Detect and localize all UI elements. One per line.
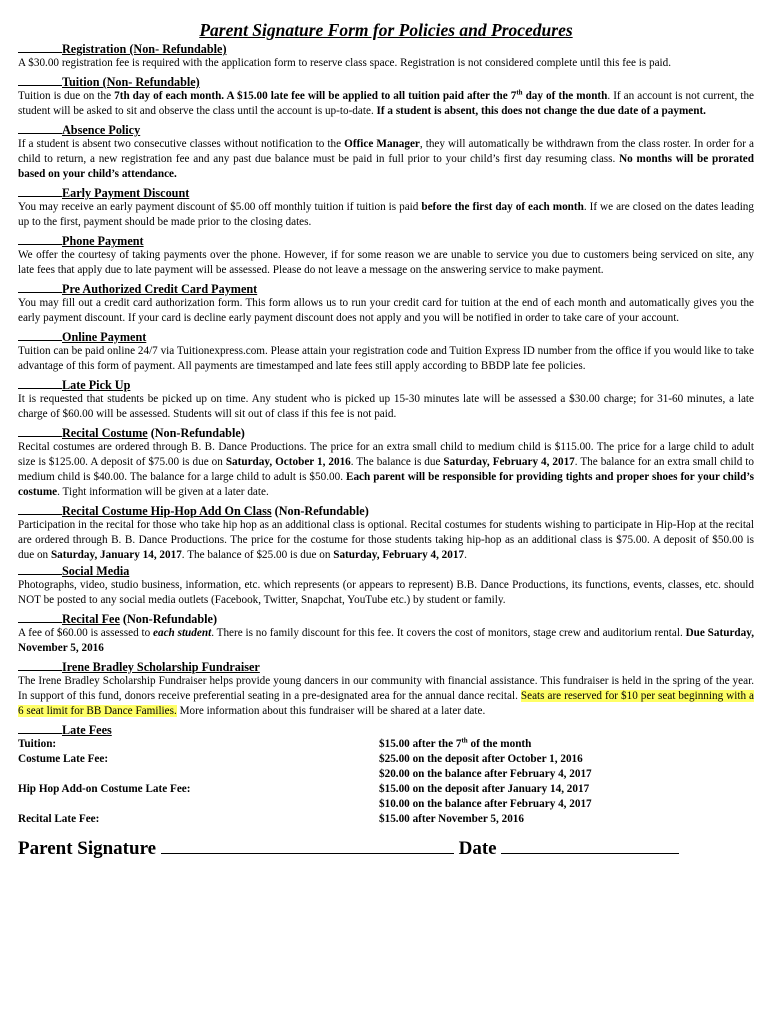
date-label: Date <box>453 838 502 859</box>
text-run: A fee of $60.00 is assessed to <box>18 627 154 639</box>
text-run: Participation in the recital for those who take hip hop as an additional class is optional. Recital costumes for students wishing to participate in Hip-Hop at the recital are ordered through B. B. Dance Productions. The price for the costume for those students taking hip-hop as an additional class is $75.00. A deposit of $50.00 is due on <box>18 519 754 561</box>
section-scholarship-fundraiser <box>18 660 754 719</box>
superscript: th <box>461 736 468 745</box>
text-run-bold: Saturday, February 4, 2017 <box>333 549 465 561</box>
text-run: . The balance of $25.00 is due on <box>181 549 334 561</box>
section-online-payment <box>18 330 754 374</box>
text-run-bold: Due Saturday, November 5, 2016 <box>18 627 755 654</box>
section-recital-fee <box>18 612 754 656</box>
text-run: . There is no family discount for this fee. It covers the cost of monitors, stage crew and auditorium rental. <box>211 627 686 639</box>
text-run: , they will automatically be withdrawn from the class roster. In order for a child to return, a new registration fee and any past due balance must be paid in full prior to your child’s first day resuming class. <box>18 138 754 165</box>
heading-suffix: (Non-Refundable) <box>271 504 369 518</box>
text-run-bold: Saturday, October 1, 2016 <box>225 456 351 468</box>
section-late-fees <box>18 723 754 827</box>
text-run-bold: Saturday, February 4, 2017 <box>443 456 575 468</box>
section-heading: Registration (Non- Refundable) <box>62 42 227 56</box>
fee-label <box>18 797 379 812</box>
text-run: . Tight information will be given at a later date. <box>57 486 269 498</box>
text-run: Tuition is due on the <box>18 90 115 102</box>
text-run: . If we are closed on the dates leading up to the first, payment should be made prior to the closing dates. <box>18 201 754 228</box>
text-run: More information about this fundraiser will be shared at a later date. <box>176 705 486 717</box>
initial-blank[interactable] <box>18 612 62 623</box>
initial-blank[interactable] <box>18 42 62 53</box>
section-absence-policy <box>18 123 754 182</box>
section-heading: Recital Costume <box>62 426 148 440</box>
text-run: . The balance is due <box>350 456 444 468</box>
fee-label: Tuition: <box>18 738 57 750</box>
fee-value: $10.00 on the balance after February 4, 2017 <box>379 798 592 810</box>
fee-row <box>18 797 754 812</box>
fee-label: Costume Late Fee: <box>18 753 109 765</box>
fee-row <box>18 812 754 827</box>
initial-blank[interactable] <box>18 426 62 437</box>
text-run-bold: day of the month <box>522 90 608 102</box>
section-text <box>18 518 754 563</box>
fee-label: Hip Hop Add-on Costume Late Fee: <box>18 783 191 795</box>
section-phone-payment <box>18 234 754 278</box>
late-fees-table <box>18 737 754 827</box>
heading-suffix: (Non-Refundable) <box>147 426 245 440</box>
initial-blank[interactable] <box>18 564 62 575</box>
section-recital-costume <box>18 426 754 500</box>
section-text <box>18 440 754 500</box>
fee-label: Recital Late Fee: <box>18 813 100 825</box>
section-text: Photographs, video, studio business, information, etc. which represents (or appears to represent) B.B. Dance Productions, its functions, events, classes, etc. should NOT be posted to any social media outlets (Facebook, Twitter, Snapchat, YouTube etc.) by student or family. <box>18 579 754 606</box>
section-heading: Tuition (Non- Refundable) <box>62 75 200 89</box>
section-social-media <box>18 564 754 608</box>
fee-row <box>18 767 754 782</box>
text-run: . The balance for an extra small child to medium child is $40.00. The balance for a large child to adult is $50.00. <box>18 456 754 483</box>
text-run: . If an account is not current, the student will be asked to sit and observe the class until the account is up-to-date. <box>18 90 755 117</box>
text-run: . <box>464 549 467 561</box>
fee-value: $25.00 on the deposit after October 1, 2016 <box>379 753 583 765</box>
text-run: You may receive an early payment discount of $5.00 off monthly tuition if tuition is paid <box>18 201 422 213</box>
section-text: You may fill out a credit card authorization form. This form allows us to run your credit card for tuition at the end of each month and automatically gives you the early payment discount. If your card is decline early payment discount does not apply and you will be notified in order to take care of your account. <box>18 297 754 324</box>
section-heading: Pre Authorized Credit Card Payment <box>62 282 258 296</box>
section-late-pick-up <box>18 378 754 422</box>
section-heading: Phone Payment <box>62 234 144 248</box>
initial-blank[interactable] <box>18 123 62 134</box>
text-run: Recital costumes are ordered through B. B. Dance Productions. The price for an extra small child to medium child is $115.00. The price for a large child to adult size is $125.00. A deposit of $75.00 is due on <box>18 441 754 468</box>
text-run-bold: before the first day of each month <box>421 201 584 213</box>
text-run-bold: Each parent will be responsible for providing tights and proper shoes for your child’s costume <box>18 471 754 498</box>
section-text <box>18 674 754 719</box>
initial-blank[interactable] <box>18 504 62 515</box>
section-registration <box>18 42 754 71</box>
date-field[interactable] <box>501 837 679 854</box>
section-early-payment <box>18 186 754 230</box>
fee-row <box>18 737 754 752</box>
initial-blank[interactable] <box>18 75 62 86</box>
section-heading: Irene Bradley Scholarship Fundraiser <box>62 660 260 674</box>
section-text <box>18 137 754 182</box>
superscript: th <box>516 88 523 97</box>
policy-form <box>18 20 754 860</box>
fee-value: $15.00 on the deposit after January 14, 2017 <box>379 783 590 795</box>
section-preauthorized-payment <box>18 282 754 326</box>
initial-blank[interactable] <box>18 282 62 293</box>
text-run-bold: If a student is absent, this does not change the due date of a payment. <box>376 105 706 117</box>
section-text: Tuition can be paid online 24/7 via Tuitionexpress.com. Please attain your registration code and Tuition Express ID number from the office if you would like to take advantage of this form of payment. All payments are timestamped and late fees still apply according to BBDP late fee policies. <box>18 345 754 372</box>
section-heading: Late Fees <box>62 723 112 737</box>
section-heading: Online Payment <box>62 330 147 344</box>
section-hip-hop-costume <box>18 504 754 563</box>
section-heading: Early Payment Discount <box>62 186 190 200</box>
initial-blank[interactable] <box>18 378 62 389</box>
text-run: The Irene Bradley Scholarship Fundraiser helps provide young dancers in our community with financial assistance. This fundraiser is held in the spring of the year. In support of this fund, donors receive preferential seating in a pre-designated area for the annual dance recital. <box>18 675 754 702</box>
text-run-bold: Saturday, January 14, 2017 <box>50 549 182 561</box>
section-text <box>18 200 754 230</box>
section-heading: Recital Costume Hip-Hop Add On Class <box>62 504 272 518</box>
fee-value: $20.00 on the balance after February 4, 2017 <box>379 768 592 780</box>
initial-blank[interactable] <box>18 186 62 197</box>
section-text: A $30.00 registration fee is required with the application form to reserve class space. Registration is not considered complete until this fee is paid. <box>18 57 672 69</box>
section-heading: Absence Policy <box>62 123 141 137</box>
section-tuition <box>18 75 754 119</box>
heading-suffix: (Non-Refundable) <box>119 612 218 626</box>
section-heading: Late Pick Up <box>62 378 131 392</box>
page-title: Parent Signature Form for Policies and Procedures <box>199 20 573 40</box>
parent-signature-label: Parent Signature <box>18 838 161 859</box>
text-run-bold: 7th day of each month. A $15.00 late fee will be applied to all tuition paid after the 7 <box>114 90 517 102</box>
text-run-bold-italic: each student <box>153 627 212 639</box>
section-text: It is requested that students be picked up on time. Any student who is picked up 15-30 minutes late will be assessed a $30.00 charge; for 31-60 minutes, a late charge of $60.00 will be assessed. Students will sit out of class if this fee is not paid. <box>18 393 754 420</box>
initial-blank[interactable] <box>18 234 62 245</box>
fee-value: $15.00 after the 7th of the month <box>379 736 532 750</box>
section-text <box>18 89 754 119</box>
text-run-bold: Office Manager <box>344 138 420 150</box>
section-text: We offer the courtesy of taking payments over the phone. However, if for some reason we are unable to service you due to customers being serviced on site, any late fees that apply due to late payment will be assessed. Please do not leave a message on the answering service to make payment. <box>18 249 754 276</box>
initial-blank[interactable] <box>18 330 62 341</box>
text-run-bold: No months will be prorated based on your child’s attendance. <box>18 153 754 180</box>
fee-value: $15.00 after November 5, 2016 <box>379 813 524 825</box>
initial-blank[interactable] <box>18 660 62 671</box>
fee-label <box>18 767 379 782</box>
text-run: If a student is absent two consecutive classes without notification to the <box>18 138 345 150</box>
highlighted-text: Seats are reserved for $10 per seat beginning with a 6 seat limit for BB Dance Families. <box>18 690 754 717</box>
section-heading: Recital Fee <box>62 612 120 626</box>
fee-row <box>18 752 754 767</box>
section-text <box>18 626 754 656</box>
signature-row <box>18 837 754 860</box>
parent-signature-field[interactable] <box>161 837 454 854</box>
initial-blank[interactable] <box>18 723 62 734</box>
fee-row <box>18 782 754 797</box>
section-heading: Social Media <box>62 564 130 578</box>
